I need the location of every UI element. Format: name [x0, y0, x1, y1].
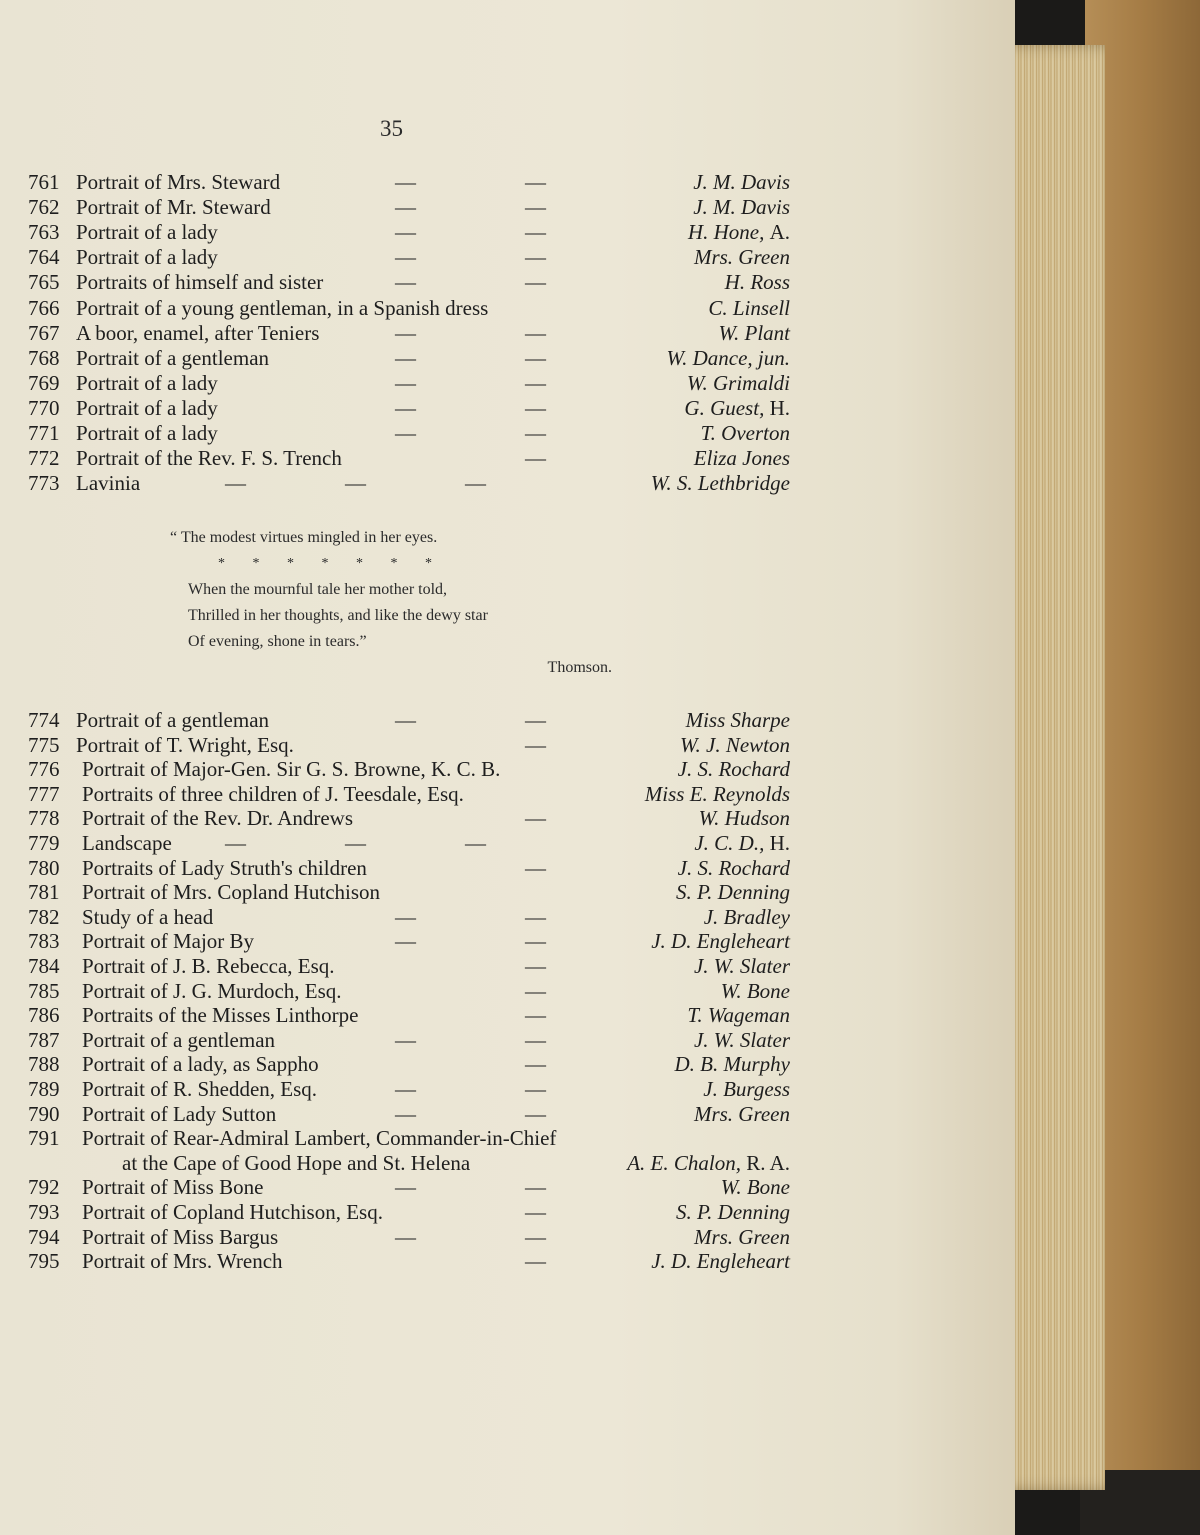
entry-dash: —: [525, 370, 545, 395]
entry-artist: [675, 1052, 790, 1076]
entry-dash: —: [395, 708, 415, 732]
entry-title: Portrait of Miss Bone: [82, 1175, 264, 1200]
entry-title: Portraits of three children of J. Teesdale, Esq.: [82, 781, 464, 806]
artist-name: W. S. Lethbridge: [650, 471, 790, 496]
entry-title: Portrait of Mr. Steward: [76, 195, 271, 220]
entry-dash: —: [525, 954, 545, 978]
quote-line: Thrilled in her thoughts, and like the dewy star: [188, 607, 488, 624]
entry-number: 789: [28, 1077, 60, 1101]
catalogue-entry: [0, 831, 790, 855]
entry-dash: —: [525, 270, 545, 295]
artist-name: W. Hudson: [698, 806, 790, 831]
entry-artist: [693, 195, 790, 219]
artist-name: J. S. Rochard: [677, 855, 790, 880]
entry-number: 787: [28, 1027, 60, 1052]
artist-name: Miss Sharpe: [685, 708, 790, 732]
artist-name: W. Dance, jun.: [666, 345, 790, 370]
entry-dash: —: [525, 1224, 545, 1249]
entry-dash: —: [345, 471, 365, 496]
entry-number: 785: [28, 978, 60, 1003]
artist-name: J. M. Davis: [693, 170, 790, 194]
entry-artist: [651, 471, 790, 495]
catalogue-entry: [0, 446, 790, 470]
artist-name: J. C. D.,: [694, 831, 765, 855]
entry-artist: [678, 856, 790, 880]
entry-title: Portraits of himself and sister: [76, 270, 324, 295]
entry-number: 768: [28, 345, 60, 370]
artist-name: Miss E. Reynolds: [644, 781, 790, 806]
entry-artist: [651, 929, 790, 953]
entry-number: 770: [28, 395, 60, 420]
entry-artist: [651, 1249, 790, 1273]
artist-name: J. M. Davis: [693, 195, 790, 220]
quote-author: Thomson.: [547, 659, 612, 676]
artist-name: A. E. Chalon,: [627, 1151, 741, 1176]
catalogue-entry: [0, 421, 790, 445]
entry-dash: —: [465, 831, 485, 855]
entry-dash: —: [395, 1027, 415, 1052]
artist-name: W. Bone: [720, 1175, 790, 1200]
entry-dash: —: [395, 1224, 415, 1249]
artist-name: Mrs. Green: [693, 1101, 790, 1126]
artist-name: J. W. Slater: [693, 954, 790, 978]
catalogue-entry: [0, 321, 790, 345]
catalogue-entry: [0, 708, 790, 732]
catalogue-entry: [0, 1126, 790, 1176]
entry-artist: [701, 421, 790, 445]
catalogue-entry: [0, 1175, 790, 1199]
entry-dash: —: [525, 855, 545, 880]
entry-artist: [699, 806, 790, 830]
artist-name: T. Overton: [700, 421, 790, 445]
entry-number: 781: [28, 880, 60, 905]
catalogue-entry: [0, 346, 790, 370]
entry-number: 786: [28, 1003, 60, 1028]
artist-name: Mrs. Green: [693, 1224, 790, 1249]
catalogue-entry: [0, 270, 790, 294]
entry-number: 769: [28, 370, 60, 395]
entry-title: Portraits of Lady Struth's children: [82, 855, 367, 880]
entry-title: Study of a head: [82, 904, 214, 929]
entry-dash: —: [395, 370, 415, 395]
entry-artist: [688, 220, 790, 244]
artist-name: H. Hone,: [687, 220, 765, 245]
entry-dash: —: [395, 320, 415, 345]
artist-name: T. Wageman: [687, 1003, 790, 1028]
entry-dash: —: [525, 1175, 545, 1200]
entry-dash: —: [395, 421, 415, 445]
entry-dash: —: [525, 978, 545, 1003]
entry-dash: —: [525, 708, 545, 732]
entry-title: Portrait of Miss Bargus: [82, 1224, 279, 1249]
entry-title: Portrait of a lady: [76, 421, 218, 445]
artist-name: J. Burgess: [703, 1077, 790, 1101]
catalogue-entry: [0, 757, 790, 781]
entry-artist: [708, 296, 790, 320]
quote-line: “ The modest virtues mingled in her eyes.: [170, 529, 438, 546]
catalogue-entry: [0, 782, 790, 806]
entry-number: 763: [28, 220, 60, 245]
entry-dash: —: [525, 806, 545, 831]
entry-dash: —: [525, 446, 545, 471]
entry-dash: —: [395, 1077, 415, 1101]
entry-dash: —: [525, 170, 545, 194]
artist-name: W. Grimaldi: [686, 370, 790, 395]
artist-honour: H.: [769, 395, 790, 420]
entry-artist: [676, 1200, 790, 1224]
artist-name: W. Plant: [718, 320, 790, 345]
entry-title: Portrait of a young gentleman, in a Spanish dress: [76, 295, 489, 320]
entry-dash: —: [225, 471, 245, 496]
catalogue-entry: [0, 471, 790, 495]
artist-name: H. Ross: [724, 270, 790, 295]
entry-dash: —: [525, 345, 545, 370]
artist-name: J. D. Engleheart: [651, 929, 790, 954]
entry-number: 782: [28, 904, 60, 929]
entry-dash: —: [525, 245, 545, 270]
entry-artist: [694, 954, 790, 978]
entry-artist: [686, 708, 790, 732]
entry-title: Portrait of a lady, as Sappho: [82, 1052, 319, 1077]
entry-dash: —: [525, 1249, 545, 1274]
entry-dash: —: [395, 245, 415, 270]
entry-title: Portrait of a lady: [76, 395, 218, 420]
entry-number: 773: [28, 471, 60, 496]
entry-artist: [645, 782, 790, 806]
entry-number: 772: [28, 446, 60, 471]
entry-dash: —: [395, 345, 415, 370]
catalogue-entry: [0, 195, 790, 219]
entry-number: 793: [28, 1200, 60, 1224]
entry-dash: —: [525, 732, 545, 757]
entry-dash: —: [525, 421, 545, 445]
artist-name: C. Linsell: [708, 295, 790, 320]
quote-line: When the mournful tale her mother told,: [188, 581, 448, 598]
entry-number: 780: [28, 855, 60, 880]
entry-title: Portrait of a gentleman: [76, 345, 270, 370]
entry-artist: [703, 1077, 790, 1101]
entry-dash: —: [395, 929, 415, 954]
entry-dash: —: [525, 904, 545, 929]
entry-artist: [678, 757, 790, 781]
catalogue-entry: [0, 880, 790, 904]
entry-artist: [694, 1225, 790, 1249]
entry-number: 764: [28, 245, 60, 270]
catalogue-entry: [0, 1052, 790, 1076]
entry-dash: —: [525, 1027, 545, 1052]
catalogue-entry: [0, 1003, 790, 1027]
entry-number: 778: [28, 806, 60, 831]
entry-artist: [680, 733, 790, 757]
entry-artist: [687, 371, 790, 395]
catalogue-entry: [0, 396, 790, 420]
entry-dash: —: [465, 471, 485, 496]
artist-name: J. Bradley: [703, 904, 790, 929]
entry-dash: —: [525, 1052, 545, 1077]
entry-title: Lavinia: [76, 471, 141, 496]
entry-title: Portrait of Mrs. Wrench: [82, 1249, 283, 1274]
entry-artist: [693, 170, 790, 194]
entry-number: 775: [28, 732, 60, 757]
entry-artist: [718, 321, 790, 345]
entry-number: 777: [28, 781, 60, 806]
entry-title: Portrait of Copland Hutchison, Esq.: [82, 1200, 383, 1224]
catalogue-entry: [0, 1249, 790, 1273]
artist-name: W. Bone: [720, 978, 790, 1003]
entry-artist: [725, 270, 790, 294]
entry-title: Portrait of a lady: [76, 370, 218, 395]
entry-title: Portrait of the Rev. F. S. Trench: [76, 446, 342, 471]
artist-honour: H.: [769, 831, 790, 855]
entry-artist: [684, 396, 790, 420]
catalogue-entry: [0, 1225, 790, 1249]
entry-title: Portrait of Rear-Admiral Lambert, Commander-in-Chief: [82, 1126, 557, 1151]
artist-name: Mrs. Green: [693, 245, 790, 270]
catalogue-entry: [0, 905, 790, 929]
catalogue-entry: [0, 371, 790, 395]
catalogue-entry: [0, 296, 790, 320]
entry-dash: —: [525, 1077, 545, 1101]
entry-title: Portrait of J. G. Murdoch, Esq.: [82, 978, 342, 1003]
catalogue-entry: [0, 1200, 790, 1224]
entry-title: Portrait of Mrs. Copland Hutchison: [82, 880, 381, 905]
entry-artist: [694, 446, 790, 470]
entry-title: Landscape: [82, 831, 172, 855]
entry-title: Portrait of Lady Sutton: [82, 1101, 277, 1126]
entry-artist: [721, 979, 790, 1003]
entry-number: 767: [28, 320, 60, 345]
entry-number: 783: [28, 929, 60, 954]
entry-title: Portrait of Major By: [82, 929, 255, 954]
catalogue-entry: [0, 1077, 790, 1101]
artist-name: S. P. Denning: [676, 880, 790, 905]
quote-stars: * * * * * * *: [218, 556, 444, 571]
entry-artist: [721, 1175, 790, 1199]
entry-dash: —: [395, 195, 415, 220]
artist-name: G. Guest,: [684, 395, 765, 420]
artist-name: J. S. Rochard: [677, 757, 790, 782]
catalogue-entry: [0, 170, 790, 194]
artist-honour: A.: [769, 220, 790, 245]
catalogue-entry: [0, 856, 790, 880]
entry-dash: —: [395, 1101, 415, 1126]
entry-dash: —: [395, 395, 415, 420]
catalogue-entry: [0, 220, 790, 244]
entry-dash: —: [525, 1003, 545, 1028]
entry-number: 790: [28, 1101, 60, 1126]
entry-title: Portrait of a lady: [76, 245, 218, 270]
entry-artist: [627, 1151, 790, 1175]
entry-number: 766: [28, 295, 60, 320]
page-number: 35: [380, 116, 403, 141]
artist-name: Eliza Jones: [693, 446, 790, 471]
entry-title: Portrait of Major-Gen. Sir G. S. Browne, K. C. B.: [82, 757, 501, 782]
entry-dash: —: [525, 195, 545, 220]
entry-title: Portrait of J. B. Rebecca, Esq.: [82, 954, 335, 978]
entry-number: 771: [28, 421, 60, 445]
entry-dash: —: [525, 220, 545, 245]
entry-artist: [694, 1102, 790, 1126]
entry-dash: —: [525, 1200, 545, 1224]
entry-number: 779: [28, 831, 60, 855]
entry-dash: —: [525, 1101, 545, 1126]
artist-name: W. J. Newton: [679, 732, 790, 757]
entry-number: 788: [28, 1052, 60, 1077]
artist-honour: R. A.: [746, 1151, 790, 1176]
entry-number: 791: [28, 1126, 60, 1151]
catalogue-entry: [0, 733, 790, 757]
entry-dash: —: [395, 170, 415, 194]
entry-dash: —: [345, 831, 365, 855]
entry-title: Portrait of a lady: [76, 220, 218, 245]
entry-artist: [694, 245, 790, 269]
entry-number: 774: [28, 708, 60, 732]
entry-dash: —: [395, 1175, 415, 1200]
entry-title-continued: at the Cape of Good Hope and St. Helena: [122, 1151, 471, 1176]
entry-dash: —: [395, 904, 415, 929]
entry-title: Portrait of T. Wright, Esq.: [76, 732, 294, 757]
poetry-quote: [170, 525, 620, 681]
entry-number: 795: [28, 1249, 60, 1274]
entry-title: Portrait of the Rev. Dr. Andrews: [82, 806, 354, 831]
artist-name: J. W. Slater: [693, 1027, 790, 1052]
entry-dash: —: [525, 929, 545, 954]
entry-number: 761: [28, 170, 60, 194]
entry-artist: [694, 831, 790, 855]
entry-artist: [687, 1003, 790, 1027]
entry-artist: [667, 346, 790, 370]
catalogue-entry: [0, 929, 790, 953]
entry-number: 792: [28, 1175, 60, 1200]
entry-dash: —: [525, 395, 545, 420]
catalogue-entry: [0, 1028, 790, 1052]
entry-number: 784: [28, 954, 60, 978]
entry-number: 762: [28, 195, 60, 220]
catalogue-entry: [0, 979, 790, 1003]
catalogue-entry: [0, 806, 790, 830]
entry-title: Portrait of Mrs. Steward: [76, 170, 281, 194]
artist-name: D. B. Murphy: [674, 1052, 790, 1077]
catalogue-entry: [0, 245, 790, 269]
entry-dash: —: [225, 831, 245, 855]
entry-title: Portraits of the Misses Linthorpe: [82, 1003, 359, 1028]
entry-title: Portrait of R. Shedden, Esq.: [82, 1077, 318, 1101]
catalogue-entry: [0, 1102, 790, 1126]
entry-dash: —: [395, 270, 415, 295]
entry-artist: [704, 905, 790, 929]
artist-name: S. P. Denning: [676, 1200, 790, 1224]
entry-number: 794: [28, 1224, 60, 1249]
entry-dash: —: [525, 320, 545, 345]
entry-number: 765: [28, 270, 60, 295]
entry-title: A boor, enamel, after Teniers: [76, 320, 320, 345]
entry-title: Portrait of a gentleman: [82, 1027, 276, 1052]
entry-number: 776: [28, 757, 60, 782]
entry-title: Portrait of a gentleman: [76, 708, 270, 732]
catalogue-entry: [0, 954, 790, 978]
entry-artist: [694, 1028, 790, 1052]
artist-name: J. D. Engleheart: [651, 1249, 790, 1274]
quote-line: Of evening, shone in tears.”: [188, 633, 367, 650]
entry-dash: —: [395, 220, 415, 245]
entry-artist: [676, 880, 790, 904]
entry-continuation: [0, 1151, 790, 1175]
